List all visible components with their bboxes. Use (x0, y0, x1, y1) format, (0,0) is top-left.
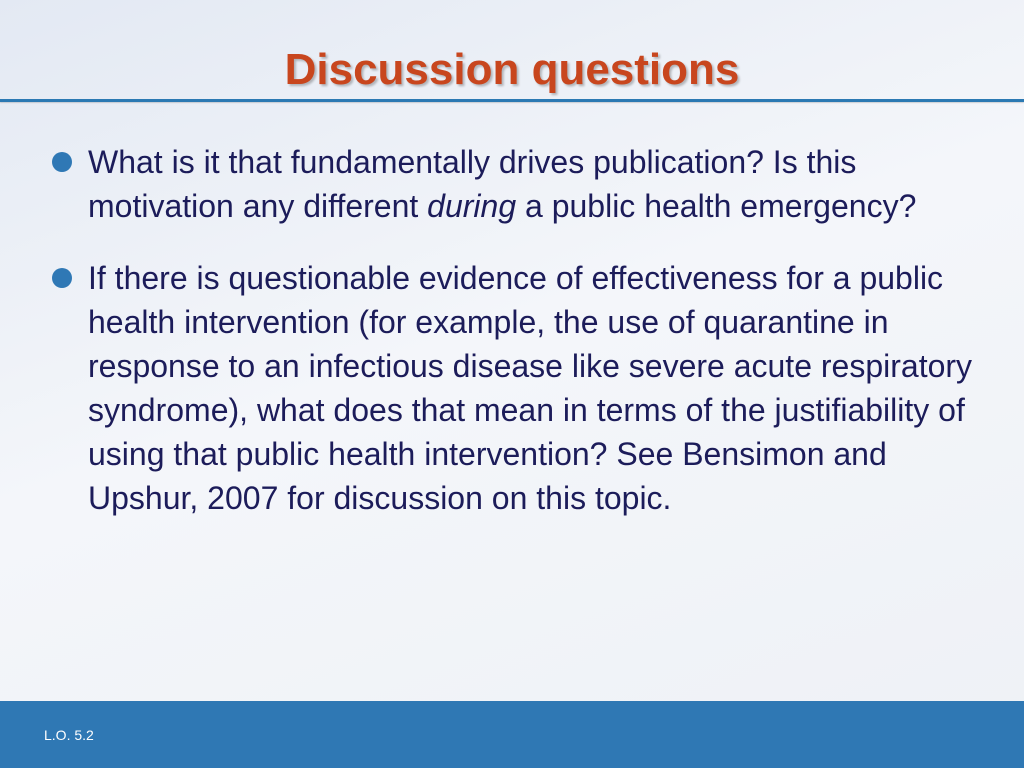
bullet-2-text: If there is questionable evidence of effectiveness for a public health intervention (for example, the use of quarantine in response to an infectious disease like severe acute respiratory syndrome), what does that mean in terms of the justifiability of using that public health intervention? See Bensimon and Upshur, 2007 for discussion on this topic. (88, 260, 973, 516)
slide-title: Discussion questions (284, 45, 740, 94)
bullet-dot-icon (52, 268, 72, 288)
learning-objective-label: L.O. 5.2 (44, 727, 94, 743)
bullet-item-1 (50, 140, 990, 228)
bullet-1-text-start: What is it that fundamentally drives publication? Is this motivation any different (88, 144, 857, 224)
bullet-item-2 (50, 256, 990, 520)
title-divider (0, 99, 1024, 102)
bullet-1-text-end: a public health emergency? (516, 188, 917, 224)
bullet-dot-icon (52, 152, 72, 172)
bullet-list (50, 140, 990, 548)
bullet-1-emphasis: during (427, 188, 517, 224)
footer-bar (0, 701, 1024, 768)
